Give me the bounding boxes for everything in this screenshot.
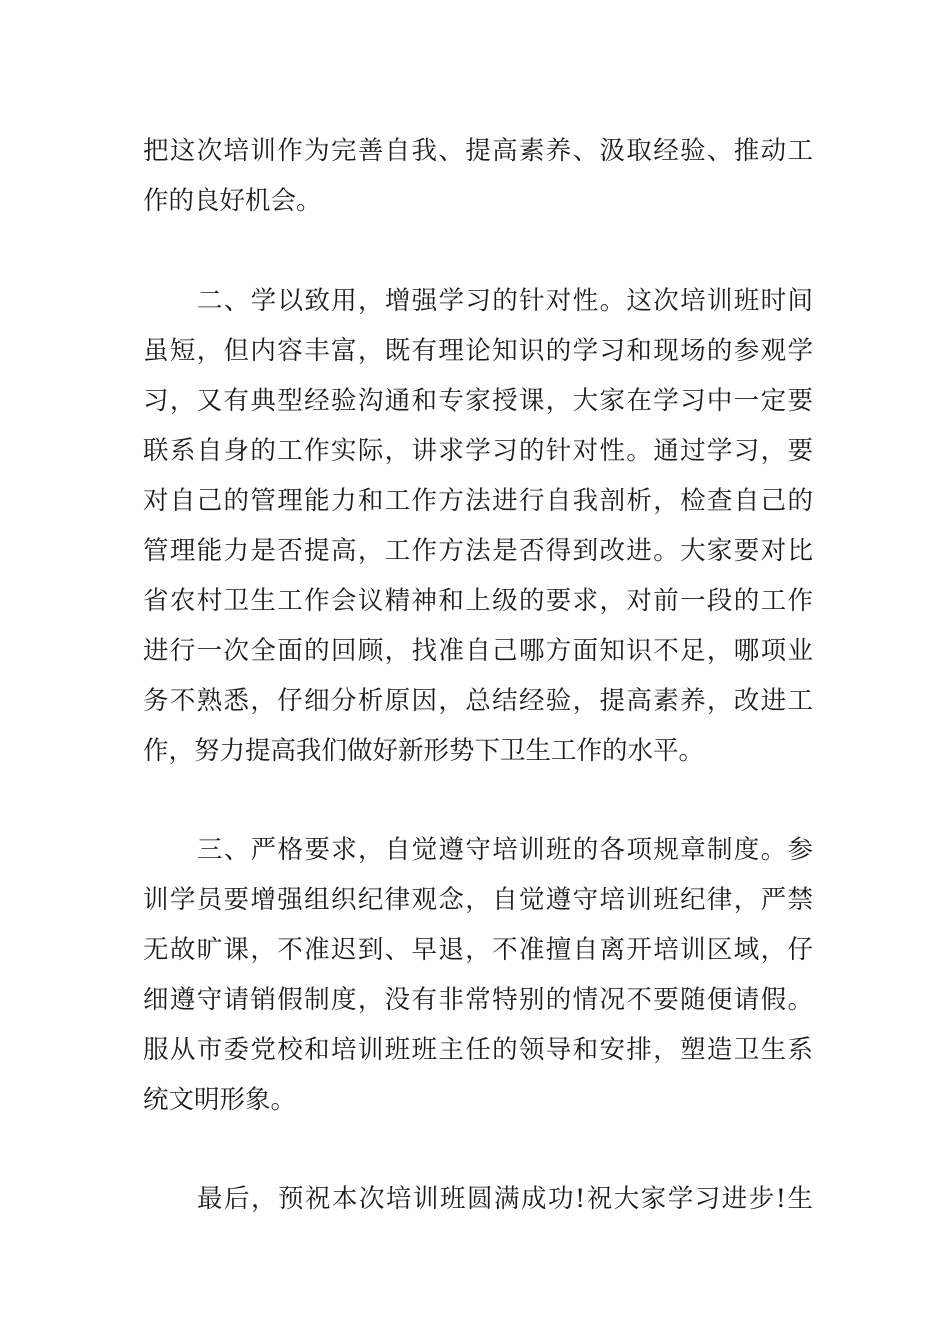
paragraph-2-line-8: 进行一次全面的回顾，找准自己哪方面知识不足，哪项业	[143, 636, 813, 666]
paragraph-2-line-3: 习，又有典型经验沟通和专家授课，大家在学习中一定要	[143, 386, 813, 416]
paragraph-3-line-5: 服从市委党校和培训班班主任的领导和安排，塑造卫生系	[143, 1035, 813, 1065]
paragraph-2-line-2: 虽短，但内容丰富，既有理论知识的学习和现场的参观学	[143, 336, 813, 366]
paragraph-2-line-5: 对自己的管理能力和工作方法进行自我剖析，检查自己的	[143, 486, 813, 516]
paragraph-2-line-7: 省农村卫生工作会议精神和上级的要求，对前一段的工作	[143, 586, 813, 616]
paragraph-3-line-4: 细遵守请销假制度，没有非常特别的情况不要随便请假。	[143, 985, 813, 1015]
paragraph-3-line-3: 无故旷课，不准迟到、早退，不准擅自离开培训区域，仔	[143, 935, 813, 965]
paragraph-3-line-1: 三、严格要求，自觉遵守培训班的各项规章制度。参	[197, 835, 813, 865]
paragraph-1-line-1: 把这次培训作为完善自我、提高素养、汲取经验、推动工	[143, 136, 813, 166]
paragraph-2-line-9: 务不熟悉，仔细分析原因，总结经验，提高素养，改进工	[143, 686, 813, 716]
paragraph-1-line-2: 作的良好机会。	[143, 186, 322, 216]
paragraph-4-line-1: 最后，预祝本次培训班圆满成功!祝大家学习进步!生	[197, 1184, 813, 1214]
paragraph-2-line-4: 联系自身的工作实际，讲求学习的针对性。通过学习，要	[143, 436, 813, 466]
paragraph-2-line-1: 二、学以致用，增强学习的针对性。这次培训班时间	[197, 286, 813, 316]
paragraph-2-line-10: 作，努力提高我们做好新形势下卫生工作的水平。	[143, 736, 705, 766]
paragraph-2-line-6: 管理能力是否提高，工作方法是否得到改进。大家要对比	[143, 536, 813, 566]
paragraph-3-line-6: 统文明形象。	[143, 1085, 297, 1115]
paragraph-3-line-2: 训学员要增强组织纪律观念，自觉遵守培训班纪律，严禁	[143, 885, 813, 915]
